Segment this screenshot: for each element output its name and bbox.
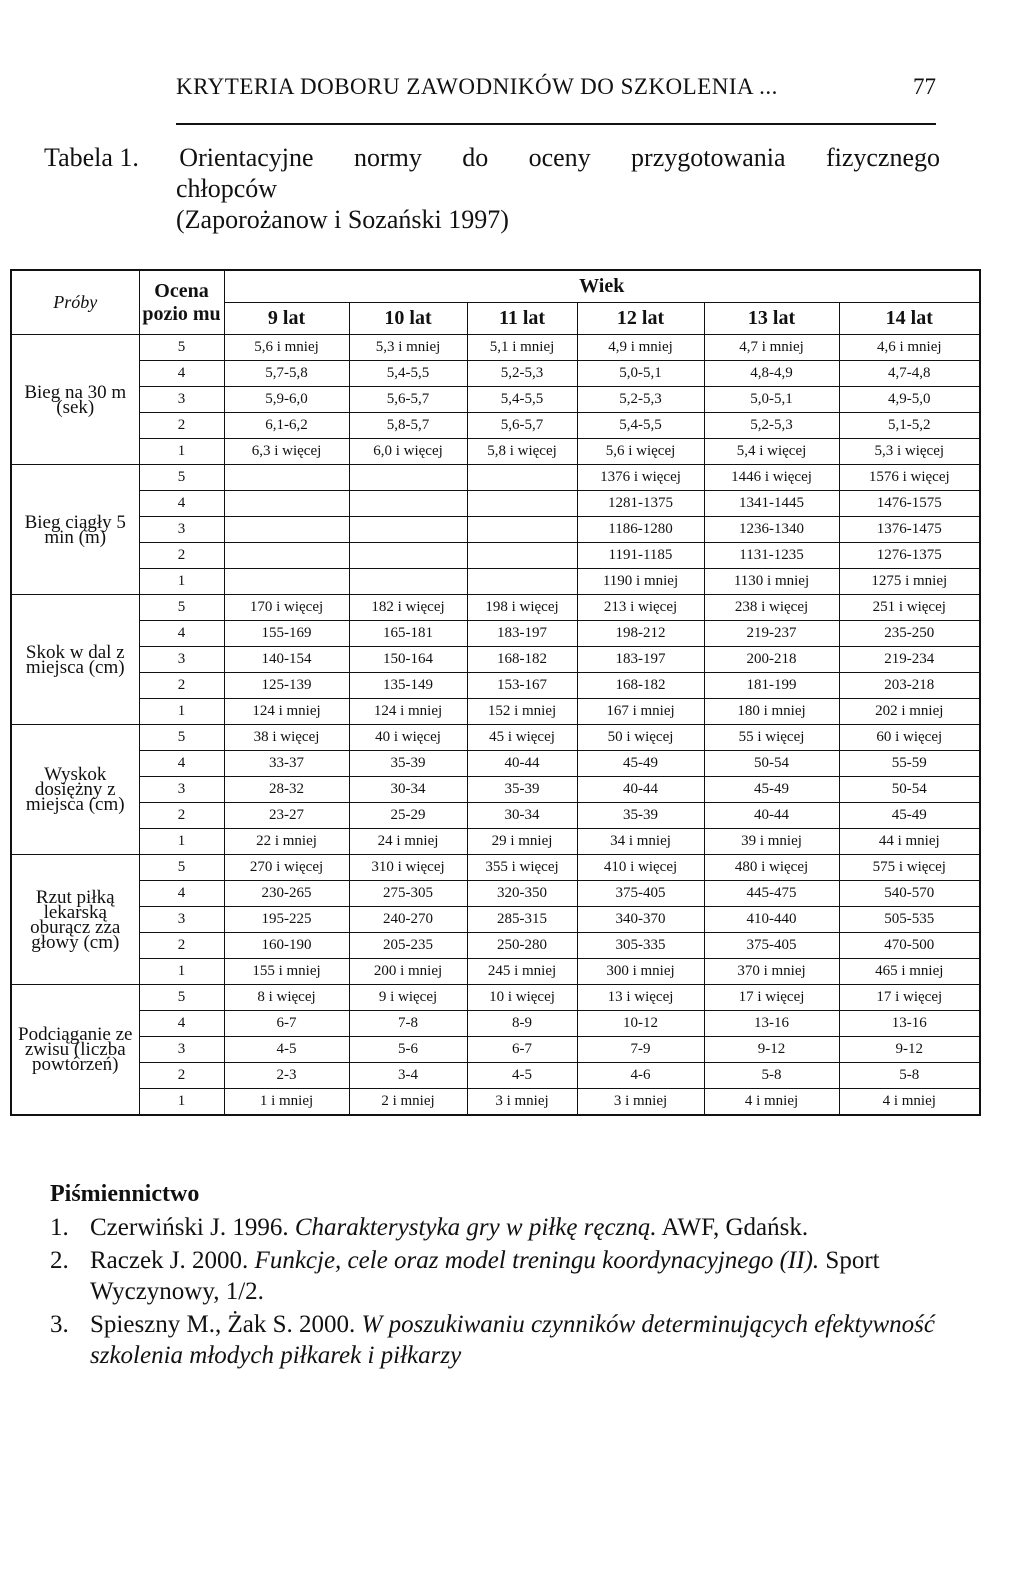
value-cell: 5,6-5,7 [349, 387, 467, 413]
value-cell: 124 i mniej [349, 699, 467, 725]
reference-body [90, 1309, 950, 1371]
value-cell: 44 i mniej [839, 829, 980, 855]
value-cell: 5,2-5,3 [577, 387, 704, 413]
value-cell: 4,9 i mniej [577, 335, 704, 361]
reference-author: Czerwiński J. 1996. [90, 1214, 289, 1241]
value-cell: 55-59 [839, 751, 980, 777]
column-header-age-6: 14 lat [839, 303, 980, 335]
value-cell: 168-182 [467, 647, 577, 673]
value-cell: 4 i mniej [839, 1089, 980, 1116]
value-cell: 5,0-5,1 [577, 361, 704, 387]
value-cell: 181-199 [704, 673, 839, 699]
value-cell: 155 i mniej [224, 959, 349, 985]
reference-title: Charakterystyka gry w piłkę ręczną. [294, 1214, 657, 1241]
grade-cell: 1 [139, 699, 224, 725]
value-cell: 219-237 [704, 621, 839, 647]
grade-cell: 3 [139, 387, 224, 413]
value-cell: 50-54 [839, 777, 980, 803]
reference-item [50, 1212, 950, 1243]
value-cell: 45 i więcej [467, 725, 577, 751]
grade-cell: 4 [139, 881, 224, 907]
value-cell: 355 i więcej [467, 855, 577, 881]
value-cell: 5,2-5,3 [704, 413, 839, 439]
value-cell [467, 465, 577, 491]
value-cell [224, 517, 349, 543]
grade-cell: 5 [139, 335, 224, 361]
value-cell: 370 i mniej [704, 959, 839, 985]
reference-body [90, 1212, 950, 1243]
value-cell: 125-139 [224, 673, 349, 699]
table-row [11, 907, 980, 933]
reference-number: 3. [50, 1311, 69, 1338]
value-cell: 40-44 [704, 803, 839, 829]
table-row [11, 647, 980, 673]
test-name-cell: Podciąganie ze zwisu (liczba powtórzeń) [11, 985, 139, 1116]
value-cell: 7-9 [577, 1037, 704, 1063]
value-cell: 4,7-4,8 [839, 361, 980, 387]
value-cell: 10-12 [577, 1011, 704, 1037]
value-cell: 213 i więcej [577, 595, 704, 621]
grade-cell: 3 [139, 907, 224, 933]
grade-cell: 2 [139, 673, 224, 699]
test-name-cell: Bieg na 30 m (sek) [11, 335, 139, 465]
value-cell: 540-570 [839, 881, 980, 907]
value-cell: 575 i więcej [839, 855, 980, 881]
value-cell: 6,3 i więcej [224, 439, 349, 465]
value-cell: 167 i mniej [577, 699, 704, 725]
value-cell: 3 i mniej [467, 1089, 577, 1116]
table-row [11, 413, 980, 439]
table-row [11, 725, 980, 751]
value-cell: 4-5 [467, 1063, 577, 1089]
value-cell: 445-475 [704, 881, 839, 907]
value-cell: 33-37 [224, 751, 349, 777]
caption-line-2: chłopców [176, 174, 278, 203]
value-cell: 45-49 [839, 803, 980, 829]
value-cell: 200-218 [704, 647, 839, 673]
caption-word: do [462, 143, 489, 172]
grade-cell: 1 [139, 959, 224, 985]
header-rule [176, 123, 936, 125]
table-row [11, 517, 980, 543]
column-header-tests: Próby [11, 270, 139, 335]
reference-author: Spieszny M., Żak S. 2000. [90, 1311, 356, 1338]
value-cell [467, 569, 577, 595]
test-name-cell: Bieg ciągły 5 min (m) [11, 465, 139, 595]
value-cell: 1281-1375 [577, 491, 704, 517]
value-cell: 34 i mniej [577, 829, 704, 855]
value-cell: 35-39 [467, 777, 577, 803]
table-row [11, 751, 980, 777]
value-cell: 9-12 [704, 1037, 839, 1063]
table-row [11, 985, 980, 1011]
table-row [11, 621, 980, 647]
table-row [11, 1063, 980, 1089]
value-cell: 1186-1280 [577, 517, 704, 543]
value-cell: 250-280 [467, 933, 577, 959]
grade-cell: 5 [139, 595, 224, 621]
value-cell: 35-39 [349, 751, 467, 777]
column-header-age-5: 13 lat [704, 303, 839, 335]
caption-word: normy [353, 143, 422, 172]
value-cell: 470-500 [839, 933, 980, 959]
grade-cell: 3 [139, 517, 224, 543]
table-row [11, 881, 980, 907]
value-cell: 305-335 [577, 933, 704, 959]
value-cell: 183-197 [577, 647, 704, 673]
value-cell: 25-29 [349, 803, 467, 829]
value-cell: 205-235 [349, 933, 467, 959]
value-cell: 3 i mniej [577, 1089, 704, 1116]
value-cell: 1476-1575 [839, 491, 980, 517]
value-cell: 4,6 i mniej [839, 335, 980, 361]
norms-table [10, 269, 981, 1116]
value-cell: 410 i więcej [577, 855, 704, 881]
value-cell: 38 i więcej [224, 725, 349, 751]
grade-cell: 3 [139, 1037, 224, 1063]
column-header-age-2: 10 lat [349, 303, 467, 335]
value-cell: 410-440 [704, 907, 839, 933]
value-cell: 165-181 [349, 621, 467, 647]
value-cell: 245 i mniej [467, 959, 577, 985]
caption-word: przygotowania [631, 143, 786, 172]
table-caption [44, 142, 944, 235]
value-cell: 183-197 [467, 621, 577, 647]
value-cell: 155-169 [224, 621, 349, 647]
column-header-grade: Ocena pozio mu [139, 270, 224, 335]
reference-title: W poszukiwaniu czynników determinujących efektywność szkolenia młodych piłkarek i piłkarzy [90, 1311, 935, 1369]
value-cell: 13-16 [704, 1011, 839, 1037]
table-row [11, 1089, 980, 1116]
value-cell [349, 491, 467, 517]
value-cell: 1275 i mniej [839, 569, 980, 595]
value-cell: 40-44 [577, 777, 704, 803]
caption-word: Orientacyjne [179, 143, 314, 172]
value-cell: 140-154 [224, 647, 349, 673]
table-row [11, 673, 980, 699]
grade-cell: 2 [139, 1063, 224, 1089]
grade-cell: 5 [139, 855, 224, 881]
grade-cell: 4 [139, 751, 224, 777]
value-cell: 39 i mniej [704, 829, 839, 855]
grade-cell: 4 [139, 621, 224, 647]
value-cell: 2 i mniej [349, 1089, 467, 1116]
value-cell: 5,7-5,8 [224, 361, 349, 387]
grade-cell: 1 [139, 829, 224, 855]
table-body [11, 335, 980, 1116]
value-cell [224, 543, 349, 569]
value-cell: 4,9-5,0 [839, 387, 980, 413]
value-cell: 182 i więcej [349, 595, 467, 621]
running-title: KRYTERIA DOBORU ZAWODNIKÓW DO SZKOLENIA ... [176, 74, 778, 99]
grade-cell: 2 [139, 803, 224, 829]
value-cell: 10 i więcej [467, 985, 577, 1011]
reference-item [50, 1309, 950, 1371]
table-row [11, 465, 980, 491]
caption-line-1 [44, 142, 940, 173]
value-cell: 480 i więcej [704, 855, 839, 881]
table-row [11, 439, 980, 465]
table-row [11, 569, 980, 595]
caption-word: Tabela 1. [44, 143, 139, 172]
value-cell: 35-39 [577, 803, 704, 829]
grade-cell: 5 [139, 725, 224, 751]
value-cell: 5,6 i mniej [224, 335, 349, 361]
value-cell: 4,8-4,9 [704, 361, 839, 387]
caption-line-3: (Zaporożanow i Sozański 1997) [176, 205, 509, 234]
value-cell: 8 i więcej [224, 985, 349, 1011]
value-cell: 17 i więcej [704, 985, 839, 1011]
column-header-age-1: 9 lat [224, 303, 349, 335]
value-cell [349, 543, 467, 569]
value-cell [224, 465, 349, 491]
reference-author: Raczek J. 2000. [90, 1247, 249, 1274]
grade-cell: 1 [139, 1089, 224, 1116]
value-cell: 7-8 [349, 1011, 467, 1037]
table-row [11, 959, 980, 985]
reference-title: Funkcje, cele oraz model treningu koordynacyjnego (II). [254, 1247, 820, 1274]
value-cell: 4-5 [224, 1037, 349, 1063]
grade-cell: 1 [139, 569, 224, 595]
value-cell: 219-234 [839, 647, 980, 673]
value-cell: 1236-1340 [704, 517, 839, 543]
test-name-cell: Rzut piłką lekarską oburącz zza głowy (cm) [11, 855, 139, 985]
value-cell: 17 i więcej [839, 985, 980, 1011]
value-cell: 1191-1185 [577, 543, 704, 569]
value-cell: 5-8 [839, 1063, 980, 1089]
reference-publisher: AWF, Gdańsk. [661, 1214, 809, 1241]
value-cell: 310 i więcej [349, 855, 467, 881]
value-cell: 198 i więcej [467, 595, 577, 621]
value-cell: 50 i więcej [577, 725, 704, 751]
value-cell: 235-250 [839, 621, 980, 647]
value-cell [467, 543, 577, 569]
value-cell: 40-44 [467, 751, 577, 777]
caption-word: oceny [528, 143, 591, 172]
value-cell: 5-6 [349, 1037, 467, 1063]
table-row [11, 595, 980, 621]
table-row [11, 335, 980, 361]
value-cell: 55 i więcej [704, 725, 839, 751]
value-cell: 13-16 [839, 1011, 980, 1037]
grade-cell: 3 [139, 777, 224, 803]
table-row [11, 855, 980, 881]
value-cell: 180 i mniej [704, 699, 839, 725]
value-cell: 5,0-5,1 [704, 387, 839, 413]
test-name-cell: Wyskok dosiężny z miejsca (cm) [11, 725, 139, 855]
grade-cell: 5 [139, 985, 224, 1011]
value-cell: 1376-1475 [839, 517, 980, 543]
value-cell: 5,6-5,7 [467, 413, 577, 439]
references [50, 1181, 950, 1371]
grade-cell: 2 [139, 413, 224, 439]
grade-cell: 1 [139, 439, 224, 465]
value-cell: 203-218 [839, 673, 980, 699]
value-cell: 45-49 [577, 751, 704, 777]
table-row [11, 491, 980, 517]
value-cell: 124 i mniej [224, 699, 349, 725]
value-cell: 465 i mniej [839, 959, 980, 985]
table-head [11, 270, 980, 335]
value-cell: 9-12 [839, 1037, 980, 1063]
table-row [11, 1037, 980, 1063]
value-cell: 5,2-5,3 [467, 361, 577, 387]
reference-publisher: Sport Wyczynowy, 1/2. [90, 1247, 880, 1305]
value-cell: 2-3 [224, 1063, 349, 1089]
running-header [176, 74, 936, 114]
column-header-age-4: 12 lat [577, 303, 704, 335]
value-cell: 320-350 [467, 881, 577, 907]
value-cell: 375-405 [577, 881, 704, 907]
value-cell: 29 i mniej [467, 829, 577, 855]
value-cell: 9 i więcej [349, 985, 467, 1011]
value-cell: 4-6 [577, 1063, 704, 1089]
value-cell: 198-212 [577, 621, 704, 647]
value-cell: 3-4 [349, 1063, 467, 1089]
value-cell: 5,1 i mniej [467, 335, 577, 361]
column-header-age-3: 11 lat [467, 303, 577, 335]
table-row [11, 699, 980, 725]
value-cell [467, 517, 577, 543]
value-cell: 240-270 [349, 907, 467, 933]
table-row [11, 777, 980, 803]
value-cell: 1576 i więcej [839, 465, 980, 491]
value-cell: 30-34 [349, 777, 467, 803]
references-list [50, 1212, 950, 1371]
value-cell: 40 i więcej [349, 725, 467, 751]
value-cell: 5,4-5,5 [349, 361, 467, 387]
value-cell: 5,3 i mniej [349, 335, 467, 361]
table-row [11, 1011, 980, 1037]
value-cell: 22 i mniej [224, 829, 349, 855]
grade-cell: 3 [139, 647, 224, 673]
value-cell: 300 i mniej [577, 959, 704, 985]
table-row [11, 829, 980, 855]
grade-cell: 4 [139, 361, 224, 387]
value-cell: 1341-1445 [704, 491, 839, 517]
value-cell: 60 i więcej [839, 725, 980, 751]
value-cell: 5,8-5,7 [349, 413, 467, 439]
value-cell: 160-190 [224, 933, 349, 959]
value-cell: 4 i mniej [704, 1089, 839, 1116]
value-cell: 285-315 [467, 907, 577, 933]
value-cell: 24 i mniej [349, 829, 467, 855]
value-cell: 5,8 i więcej [467, 439, 577, 465]
value-cell: 135-149 [349, 673, 467, 699]
page-number: 77 [913, 74, 936, 99]
reference-number: 2. [50, 1247, 69, 1274]
value-cell: 275-305 [349, 881, 467, 907]
reference-item [50, 1245, 950, 1307]
column-header-age: Wiek [224, 270, 980, 303]
value-cell: 340-370 [577, 907, 704, 933]
value-cell: 6-7 [224, 1011, 349, 1037]
value-cell: 13 i więcej [577, 985, 704, 1011]
value-cell: 238 i więcej [704, 595, 839, 621]
value-cell: 5,4-5,5 [577, 413, 704, 439]
value-cell: 5,9-6,0 [224, 387, 349, 413]
value-cell: 230-265 [224, 881, 349, 907]
value-cell [224, 569, 349, 595]
value-cell: 270 i więcej [224, 855, 349, 881]
table-row [11, 803, 980, 829]
table-row [11, 543, 980, 569]
value-cell: 1131-1235 [704, 543, 839, 569]
value-cell [349, 465, 467, 491]
test-name-cell: Skok w dal z miejsca (cm) [11, 595, 139, 725]
value-cell: 30-34 [467, 803, 577, 829]
value-cell: 153-167 [467, 673, 577, 699]
value-cell: 1 i mniej [224, 1089, 349, 1116]
value-cell: 45-49 [704, 777, 839, 803]
table-row [11, 387, 980, 413]
table-row [11, 933, 980, 959]
value-cell: 200 i mniej [349, 959, 467, 985]
value-cell: 1130 i mniej [704, 569, 839, 595]
value-cell [467, 491, 577, 517]
value-cell: 6,0 i więcej [349, 439, 467, 465]
value-cell: 251 i więcej [839, 595, 980, 621]
value-cell: 50-54 [704, 751, 839, 777]
value-cell: 375-405 [704, 933, 839, 959]
value-cell: 1376 i więcej [577, 465, 704, 491]
references-heading: Piśmiennictwo [50, 1181, 200, 1207]
value-cell: 195-225 [224, 907, 349, 933]
value-cell: 168-182 [577, 673, 704, 699]
value-cell: 5,6 i więcej [577, 439, 704, 465]
value-cell: 5-8 [704, 1063, 839, 1089]
value-cell: 505-535 [839, 907, 980, 933]
grade-cell: 2 [139, 933, 224, 959]
grade-cell: 2 [139, 543, 224, 569]
value-cell: 5,3 i więcej [839, 439, 980, 465]
value-cell: 28-32 [224, 777, 349, 803]
value-cell: 4,7 i mniej [704, 335, 839, 361]
table-row [11, 361, 980, 387]
value-cell [349, 569, 467, 595]
value-cell [349, 517, 467, 543]
grade-cell: 4 [139, 1011, 224, 1037]
value-cell: 6-7 [467, 1037, 577, 1063]
value-cell: 152 i mniej [467, 699, 577, 725]
value-cell: 1446 i więcej [704, 465, 839, 491]
value-cell: 202 i mniej [839, 699, 980, 725]
reference-body [90, 1245, 950, 1307]
value-cell: 6,1-6,2 [224, 413, 349, 439]
value-cell: 1276-1375 [839, 543, 980, 569]
value-cell: 150-164 [349, 647, 467, 673]
value-cell: 5,4 i więcej [704, 439, 839, 465]
caption-word: fizycznego [825, 143, 940, 172]
value-cell: 8-9 [467, 1011, 577, 1037]
grade-cell: 4 [139, 491, 224, 517]
value-cell: 170 i więcej [224, 595, 349, 621]
value-cell: 1190 i mniej [577, 569, 704, 595]
value-cell: 5,1-5,2 [839, 413, 980, 439]
value-cell: 23-27 [224, 803, 349, 829]
grade-cell: 5 [139, 465, 224, 491]
reference-number: 1. [50, 1214, 69, 1241]
value-cell [224, 491, 349, 517]
value-cell: 5,4-5,5 [467, 387, 577, 413]
